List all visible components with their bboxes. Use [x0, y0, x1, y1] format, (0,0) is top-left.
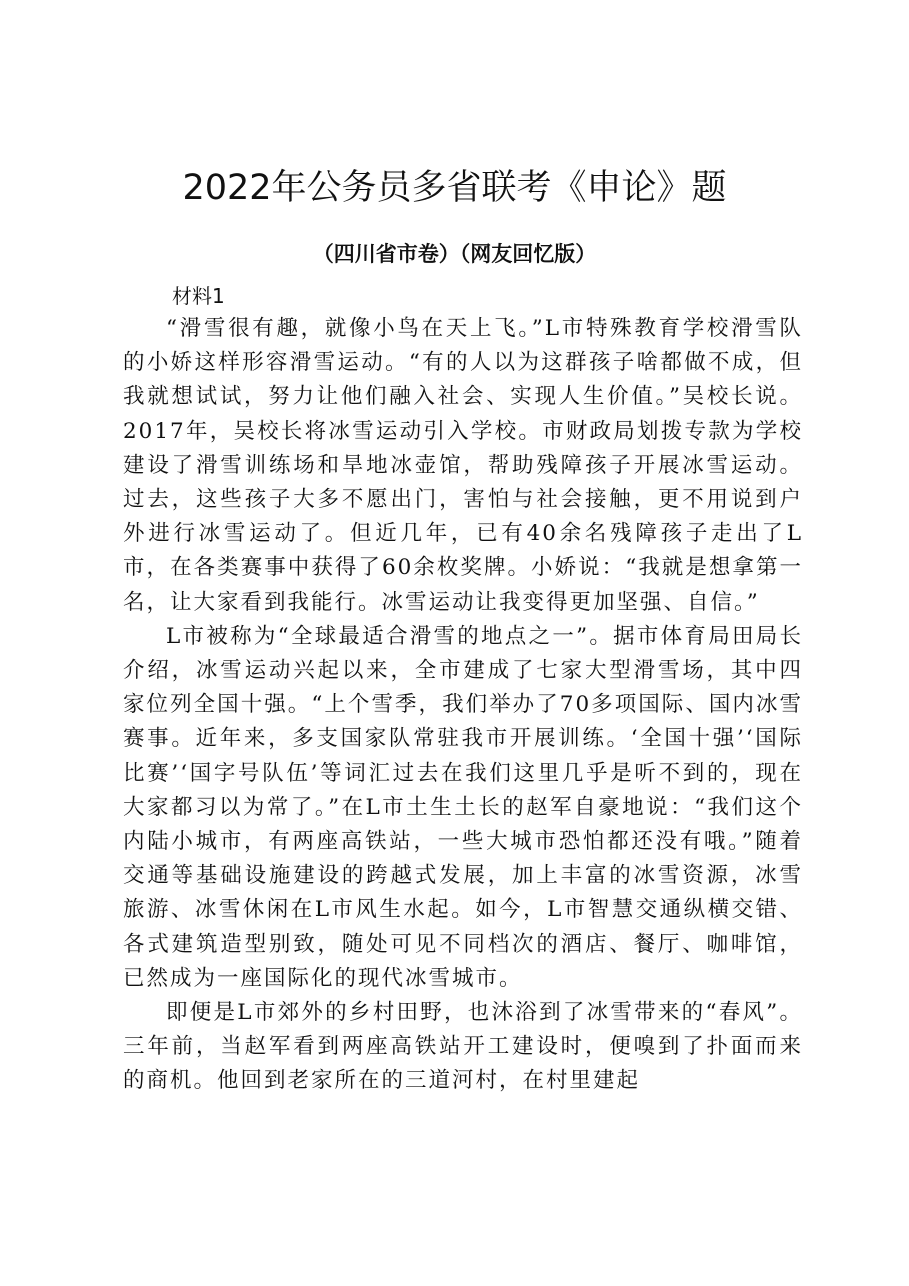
section-label: 材料1 [172, 284, 225, 308]
document-subtitle: （四川省市卷）（网友回忆版） [312, 241, 597, 266]
document-title: 2022年公务员多省联考《申论》题 [182, 168, 727, 208]
document-body [123, 312, 803, 1099]
paragraph: L市被称为“全球最适合滑雪的地点之一”。据市体育局田局长介绍，冰雪运动兴起以来，全市建成了七家大型滑雪场，其中四家位列全国十强。“上个雪季，我们举办了70多项国际、国内冰雪赛事。近年来，多支国家队常驻我市开展训练。‘全国十强’‘国际比赛’‘国字号队伍’等词汇过去在我们这里几乎是听不到的，现在大家都习以为常了。”在L市土生土长的赵军自豪地说：“我们这个内陆小城市，有两座高铁站，一些大城市恐怕都还没有哦。”随着交通等基础设施建设的跨越式发展，加上丰富的冰雪资源，冰雪旅游、冰雪休闲在L市风生水起。如今，L市智慧交通纵横交错、各式建筑造型别致，随处可见不同档次的酒店、餐厅、咖啡馆，已然成为一座国际化的现代冰雪城市。 [123, 623, 803, 991]
paragraph: 即便是L市郊外的乡村田野，也沐浴到了冰雪带来的“春风”。三年前，当赵军看到两座高铁站开工建设时，便嗅到了扑面而来的商机。他回到老家所在的三道河村，在村里建起 [123, 1000, 803, 1094]
paragraph: “滑雪很有趣，就像小鸟在天上飞。”L市特殊教育学校滑雪队的小娇这样形容滑雪运动。“有的人以为这群孩子啥都做不成，但我就想试试，努力让他们融入社会、实现人生价值。”吴校长说。2017年，吴校长将冰雪运动引入学校。市财政局划拨专款为学校建设了滑雪训练场和旱地冰壶馆，帮助残障孩子开展冰雪运动。过去，这些孩子大多不愿出门，害怕与社会接触，更不用说到户外进行冰雪运动了。但近几年，已有40余名残障孩子走出了L市，在各类赛事中获得了60余枚奖牌。小娇说：“我就是想拿第一名，让大家看到我能行。冰雪运动让我变得更加坚强、自信。” [123, 316, 803, 615]
